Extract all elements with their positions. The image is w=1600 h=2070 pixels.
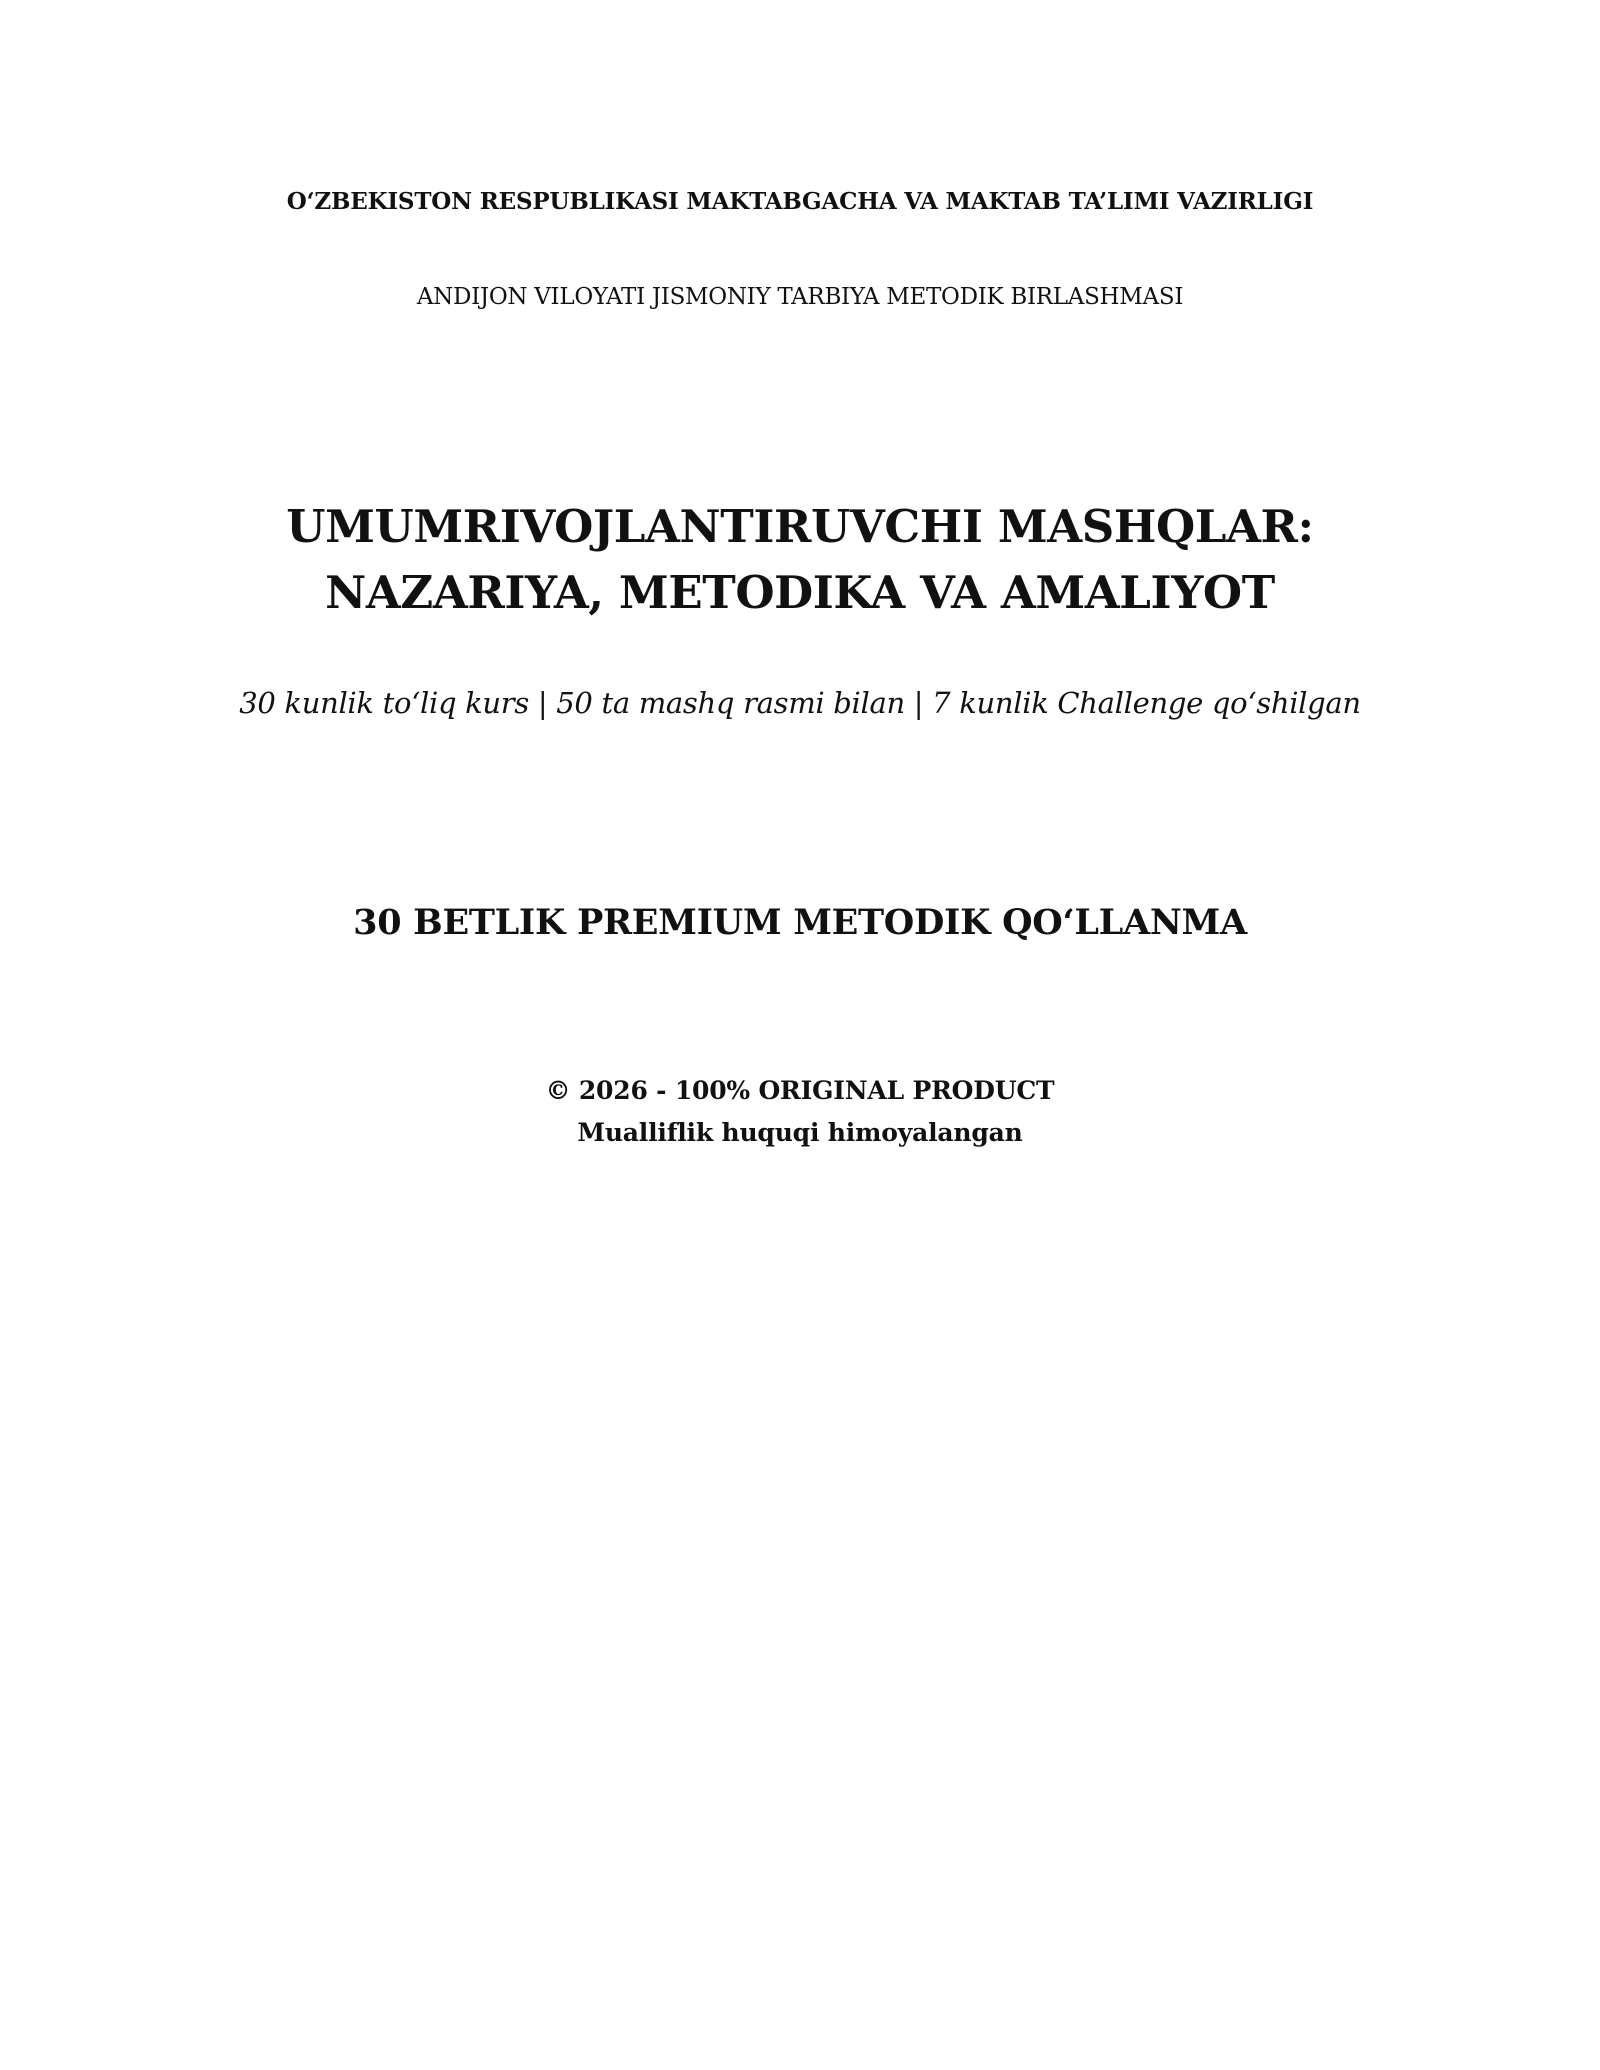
guide-label: 30 BETLIK PREMIUM METODIK QO‘LLANMA bbox=[353, 902, 1247, 943]
copyright-line-2: Mualliflik huquqi himoyalangan bbox=[577, 1118, 1023, 1147]
title-line-1: UMUMRIVOJLANTIRUVCHI MASHQLAR: bbox=[286, 500, 1314, 553]
document-title bbox=[0, 494, 1600, 626]
ministry-heading: O‘ZBEKISTON RESPUBLIKASI MAKTABGACHA VA MAKTAB TA’LIMI VAZIRLIGI bbox=[286, 188, 1314, 215]
association-heading: ANDIJON VILOYATI JISMONIY TARBIYA METODIK BIRLASHMASI bbox=[416, 284, 1184, 310]
document-subtitle: 30 kunlik to‘liq kurs | 50 ta mashq rasmi bilan | 7 kunlik Challenge qo‘shilgan bbox=[239, 686, 1361, 720]
title-line-2: NAZARIYA, METODIKA VA AMALIYOT bbox=[325, 566, 1275, 619]
copyright-notice bbox=[0, 1070, 1600, 1154]
copyright-line-1: © 2026 - 100% ORIGINAL PRODUCT bbox=[545, 1076, 1055, 1105]
